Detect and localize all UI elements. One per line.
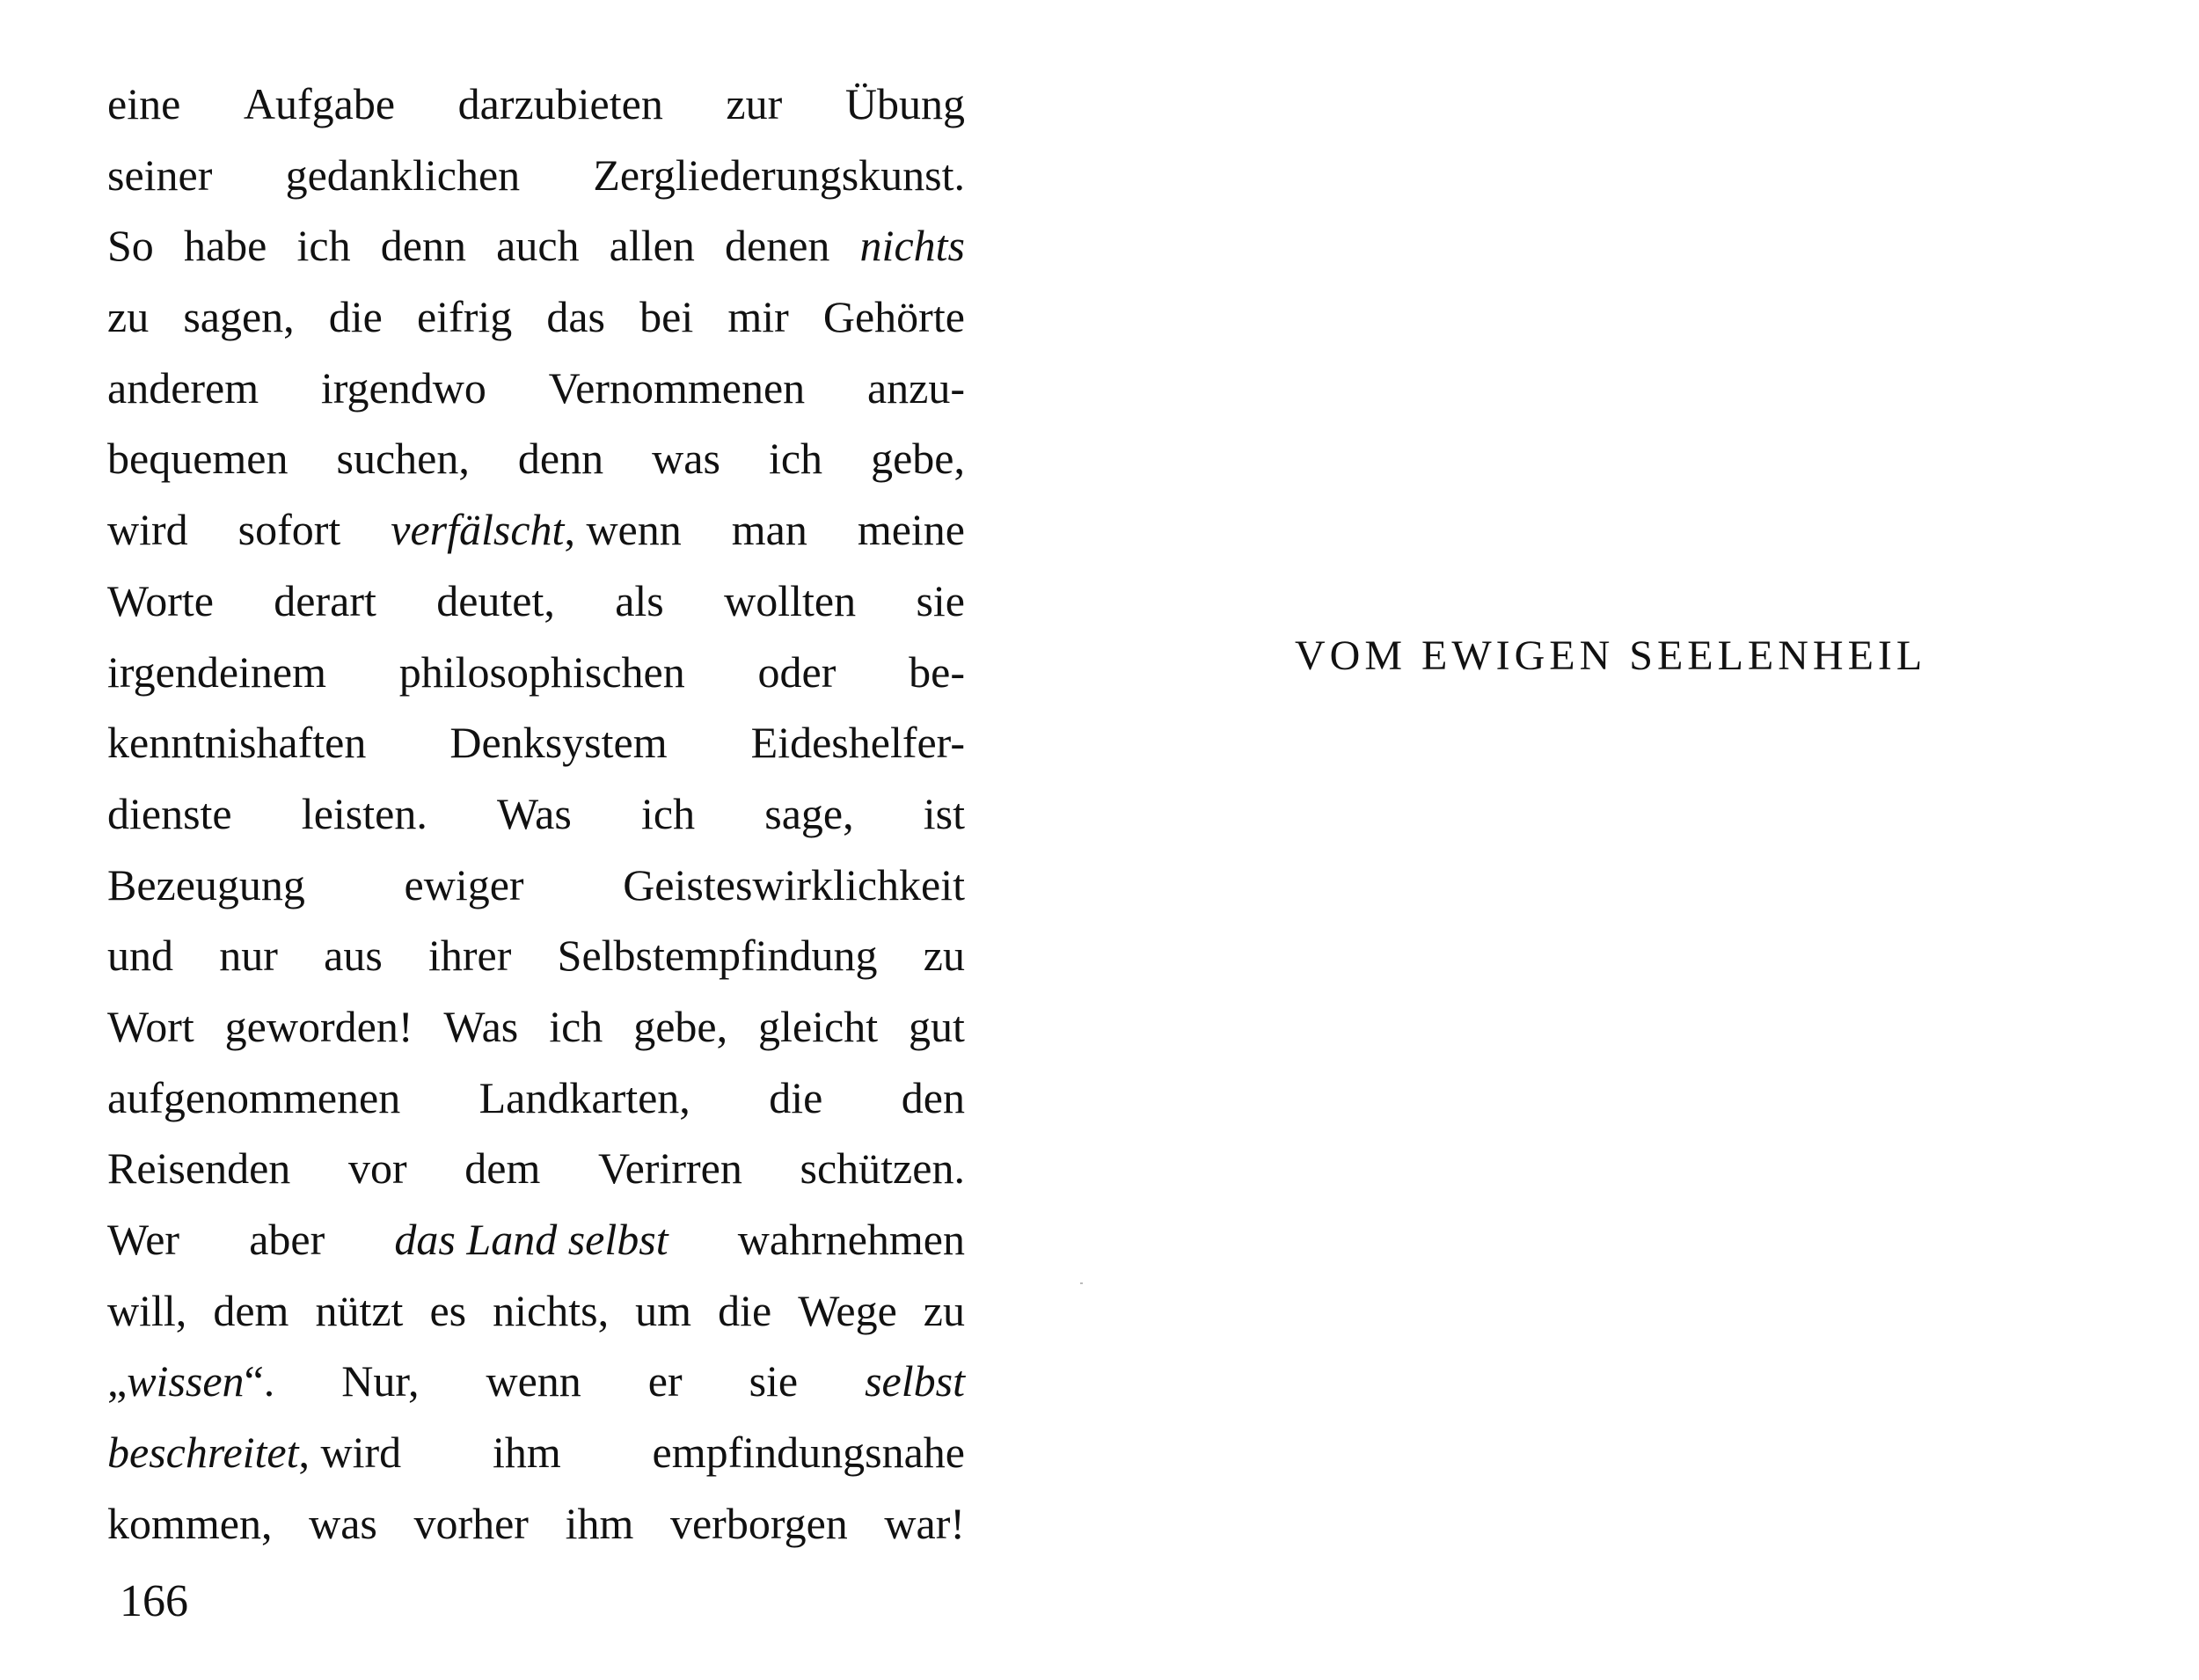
text-fragment: Verirren [598, 1143, 742, 1194]
text-fragment: „ [107, 1356, 128, 1406]
text-fragment: , wird [298, 1428, 402, 1478]
text-fragment: als [615, 575, 664, 625]
text-line [107, 423, 965, 494]
text-fragment: verborgen [669, 1498, 848, 1548]
text-fragment: habe [183, 221, 267, 271]
word [858, 494, 965, 566]
text-line [107, 991, 965, 1063]
body-text [107, 69, 965, 1559]
word [924, 920, 965, 991]
word [107, 850, 305, 921]
word [436, 566, 555, 637]
word [641, 778, 695, 850]
text-fragment: Gehörte [822, 292, 965, 342]
text-fragment: um [635, 1285, 692, 1335]
word [871, 423, 965, 494]
text-fragment: oder [757, 646, 836, 697]
text-fragment: bei [639, 292, 694, 342]
text-fragment: Bezeugung [107, 859, 305, 909]
word [726, 69, 782, 140]
text-fragment: darzubieten [457, 79, 663, 128]
word [732, 494, 807, 566]
word [758, 991, 878, 1063]
text-fragment: Eideshelfer- [750, 718, 965, 768]
text-fragment: kommen, [107, 1498, 273, 1548]
word [769, 423, 822, 494]
text-fragment: allen [609, 221, 695, 271]
text-fragment: denn [517, 434, 604, 484]
text-fragment: Landkarten, [479, 1072, 690, 1122]
word [399, 637, 685, 708]
word [924, 778, 965, 850]
text-fragment: philosophischen [398, 646, 685, 697]
text-fragment: gebe, [633, 1001, 728, 1051]
word [635, 1275, 691, 1347]
text-line [107, 1417, 965, 1488]
text-fragment: , wenn [564, 505, 682, 555]
word [798, 1275, 897, 1347]
word [751, 707, 965, 778]
text-fragment: was [652, 434, 720, 484]
word [107, 69, 180, 140]
word [653, 1417, 965, 1488]
word [493, 1417, 561, 1488]
text-fragment: zu [923, 1285, 965, 1335]
word [107, 991, 194, 1063]
text-fragment: Wege [798, 1285, 897, 1335]
word [107, 210, 154, 281]
word [758, 637, 836, 708]
text-line [107, 494, 965, 566]
text-fragment: aber [249, 1215, 325, 1264]
word [107, 1488, 272, 1559]
text-fragment: be- [909, 646, 965, 697]
text-line [107, 1133, 965, 1204]
text-fragment: So [107, 221, 154, 271]
text-fragment: derart [274, 575, 376, 625]
word [107, 353, 259, 424]
word [341, 1346, 419, 1417]
word [329, 281, 383, 353]
word [769, 1063, 822, 1134]
text-fragment: er [647, 1356, 683, 1406]
text-fragment: wird [107, 505, 188, 555]
text-fragment: denn [380, 221, 466, 271]
text-line [107, 707, 965, 778]
text-line [107, 1063, 965, 1134]
text-fragment: gedanklichen [285, 150, 521, 200]
word [464, 1133, 540, 1204]
text-fragment: vorher [413, 1498, 529, 1548]
text-fragment: sage, [764, 788, 854, 838]
text-fragment: dem [464, 1143, 541, 1194]
text-fragment: dem [213, 1285, 289, 1335]
text-fragment: “. [244, 1356, 275, 1406]
text-fragment: Wer [107, 1215, 180, 1264]
text-fragment: ich [768, 434, 823, 484]
word [909, 991, 965, 1063]
text-fragment: Selbstempfindung [557, 931, 878, 981]
word [107, 1275, 186, 1347]
text-fragment: dienste [107, 788, 232, 838]
text-line [107, 1275, 965, 1347]
text-fragment: nichts, [493, 1285, 610, 1335]
text-fragment: eine [107, 79, 181, 128]
word [566, 1488, 634, 1559]
text-fragment: war! [884, 1498, 965, 1548]
word [724, 566, 856, 637]
word [593, 140, 965, 211]
text-fragment: zu [923, 931, 965, 981]
text-fragment: die [328, 292, 383, 342]
text-fragment: kenntnishaften [107, 718, 367, 768]
word [718, 1275, 771, 1347]
word [648, 1346, 683, 1417]
text-fragment: bequemen [107, 434, 289, 484]
text-fragment: Reisenden [107, 1143, 291, 1194]
page-number: 166 [120, 1576, 188, 1626]
text-line [107, 140, 965, 211]
text-fragment: Nur, [341, 1356, 420, 1406]
word [107, 778, 232, 850]
word [496, 210, 579, 281]
word [405, 850, 524, 921]
word [598, 1133, 742, 1204]
text-fragment: nur [219, 931, 278, 981]
word [219, 920, 278, 991]
word [107, 1346, 274, 1417]
word [225, 991, 413, 1063]
word [302, 778, 427, 850]
word [413, 1488, 529, 1559]
text-fragment: sofort [237, 505, 341, 555]
word [449, 707, 667, 778]
word [749, 1346, 799, 1417]
text-fragment: Vernommenen [548, 362, 806, 413]
text-line [107, 637, 965, 708]
text-line [107, 920, 965, 991]
word [443, 991, 518, 1063]
text-fragment: sie [749, 1356, 799, 1406]
word [394, 1204, 668, 1275]
text-line [107, 1204, 965, 1275]
emphasized-text: das Land selbst [394, 1215, 668, 1264]
text-fragment: man [731, 505, 807, 555]
word [623, 850, 965, 921]
word [725, 210, 829, 281]
word [549, 991, 603, 1063]
text-fragment: die [769, 1072, 823, 1122]
word [428, 920, 511, 991]
text-fragment: seiner [107, 150, 213, 200]
text-fragment: gebe, [871, 434, 965, 484]
word [286, 140, 521, 211]
text-line [107, 281, 965, 353]
word [309, 1488, 377, 1559]
text-fragment: meine [857, 505, 965, 555]
word [764, 778, 853, 850]
text-fragment: empfindungsnahe [652, 1428, 965, 1478]
text-fragment: irgendeinem [107, 646, 326, 697]
word [107, 494, 188, 566]
text-fragment: wollten [724, 575, 857, 625]
word [823, 281, 965, 353]
text-fragment: zu [107, 292, 150, 342]
text-fragment: ihm [492, 1428, 561, 1478]
word [348, 1133, 407, 1204]
text-fragment: wahrnehmen [737, 1215, 965, 1264]
word [107, 1063, 400, 1134]
text-fragment: ihm [565, 1498, 634, 1548]
word [381, 210, 466, 281]
text-fragment: gut [909, 1001, 965, 1051]
word [909, 637, 965, 708]
text-fragment: Was [443, 1001, 519, 1051]
text-fragment: Denksystem [449, 718, 668, 768]
word [916, 566, 965, 637]
word [249, 1204, 325, 1275]
word [107, 1417, 401, 1488]
text-fragment: denen [725, 221, 830, 271]
text-fragment: Übung [844, 79, 965, 128]
word [391, 494, 681, 566]
text-fragment: sagen, [183, 292, 295, 342]
word [107, 1204, 179, 1275]
text-fragment: Wort [107, 1001, 194, 1051]
word [845, 69, 965, 140]
text-fragment: gleicht [758, 1001, 879, 1051]
word [107, 707, 366, 778]
word [213, 1275, 289, 1347]
text-fragment: ich [296, 221, 351, 271]
word [924, 1275, 965, 1347]
word [183, 281, 294, 353]
word [902, 1063, 965, 1134]
emphasized-text: nichts [859, 221, 965, 271]
text-fragment: suchen, [336, 434, 470, 484]
emphasized-text: wissen [127, 1356, 245, 1406]
text-fragment: Worte [107, 575, 214, 625]
word [546, 281, 605, 353]
word [800, 1133, 965, 1204]
word [865, 1346, 965, 1417]
text-fragment: aufgenommenen [107, 1072, 401, 1122]
text-fragment: will, [107, 1285, 187, 1335]
word [107, 281, 149, 353]
emphasized-text: verfälscht [391, 505, 565, 555]
word [107, 920, 173, 991]
text-fragment: das [546, 292, 606, 342]
word [727, 281, 788, 353]
word [486, 1346, 581, 1417]
word [549, 353, 806, 424]
word [479, 1063, 690, 1134]
text-fragment: Aufgabe [243, 79, 396, 128]
text-fragment: ich [640, 788, 696, 838]
text-fragment: sie [916, 575, 965, 625]
text-fragment: wenn [486, 1356, 581, 1406]
word [458, 69, 663, 140]
text-fragment: aus [324, 931, 383, 981]
word [107, 1133, 290, 1204]
text-line [107, 566, 965, 637]
word [884, 1488, 965, 1559]
word [184, 210, 267, 281]
text-fragment: Was [496, 788, 572, 838]
text-fragment: vor [347, 1143, 407, 1194]
text-line [107, 69, 965, 140]
emphasized-text: selbst [865, 1356, 965, 1406]
word [238, 494, 341, 566]
word [315, 1275, 403, 1347]
word [493, 1275, 609, 1347]
text-line [107, 850, 965, 921]
word [429, 1275, 466, 1347]
word [633, 991, 727, 1063]
text-line [107, 1488, 965, 1559]
word [867, 353, 965, 424]
chapter-title: VOM EWIGEN SEELENHEIL [1295, 632, 1927, 679]
word [860, 210, 965, 281]
word [297, 210, 351, 281]
word [107, 566, 214, 637]
text-line [107, 210, 965, 281]
word [652, 423, 720, 494]
text-fragment: eifrig [416, 292, 513, 342]
text-fragment: anzu- [866, 362, 965, 413]
paper-speck [1080, 1282, 1083, 1284]
word [558, 920, 878, 991]
text-fragment: deutet, [436, 575, 555, 625]
text-fragment: ihrer [428, 931, 512, 981]
text-fragment: mir [727, 292, 789, 342]
text-fragment: was [309, 1498, 377, 1548]
word [107, 140, 212, 211]
word [615, 566, 664, 637]
word [107, 423, 288, 494]
text-line [107, 778, 965, 850]
word [670, 1488, 848, 1559]
word [518, 423, 603, 494]
word [274, 566, 376, 637]
text-fragment: die [718, 1285, 772, 1335]
text-fragment: ist [923, 788, 965, 838]
text-fragment: anderem [107, 362, 259, 413]
word [107, 637, 326, 708]
text-fragment: geworden! [224, 1001, 413, 1051]
word [738, 1204, 965, 1275]
text-fragment: Zergliederungskunst. [593, 150, 965, 200]
word [610, 210, 695, 281]
text-fragment: leisten. [301, 788, 427, 838]
word [324, 920, 383, 991]
text-fragment: und [107, 931, 173, 981]
text-fragment: den [901, 1072, 965, 1122]
word [337, 423, 470, 494]
text-fragment: schützen. [800, 1143, 965, 1194]
word [639, 281, 693, 353]
text-fragment: irgendwo [320, 362, 486, 413]
text-fragment: auch [496, 221, 580, 271]
text-line [107, 353, 965, 424]
text-fragment: nützt [315, 1285, 404, 1335]
word [417, 281, 512, 353]
text-fragment: Geisteswirklichkeit [623, 859, 965, 909]
text-fragment: zur [726, 79, 783, 128]
emphasized-text: beschreitet [107, 1428, 299, 1478]
text-fragment: es [429, 1285, 467, 1335]
text-fragment: ewiger [404, 859, 524, 909]
word [321, 353, 486, 424]
word [244, 69, 395, 140]
text-line [107, 1346, 965, 1417]
word [497, 778, 572, 850]
right-page [1100, 0, 2199, 1680]
text-fragment: ich [549, 1001, 603, 1051]
